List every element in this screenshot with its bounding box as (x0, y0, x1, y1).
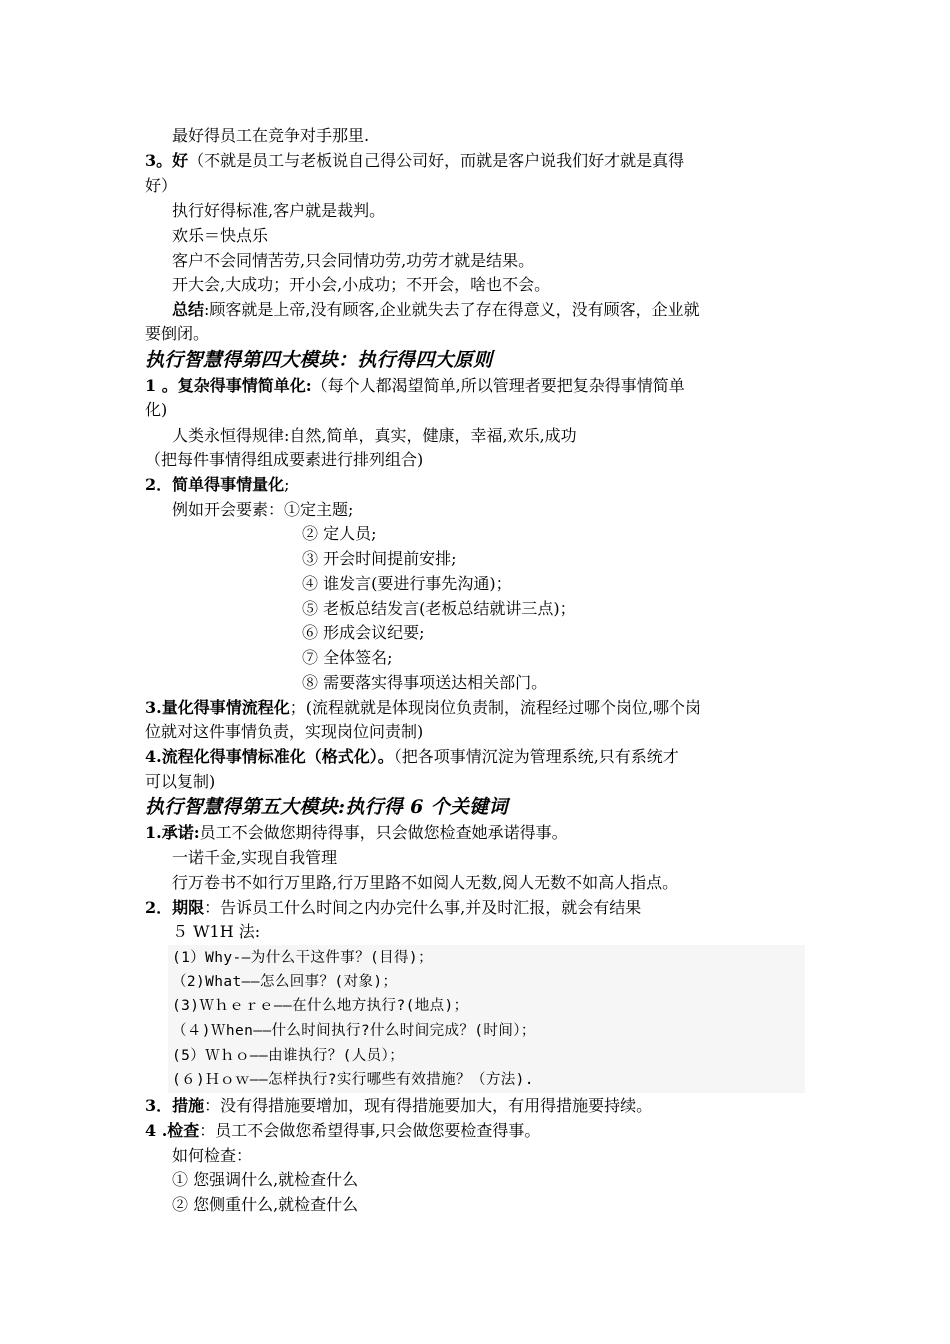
item-text: ；(流程就就是体现岗位负责制，流程经过哪个岗位,哪个岗 (289, 698, 702, 717)
section-line (145, 696, 810, 720)
item-label: 2．期限 (145, 898, 205, 917)
text-line: 要倒闭。 (145, 324, 210, 343)
text-line: 一诺千金,实现自我管理 (172, 848, 338, 867)
text-line: 开大会,大成功；开小会,小成功；不开会，啥也不会。 (172, 275, 551, 294)
item-text: ：员工不会做您希望得事,只会做您要检查得事。 (199, 1121, 541, 1140)
item-label: 4 .检查 (145, 1121, 200, 1140)
text-line: 例如开会要素：①定主题; (172, 500, 354, 519)
text-line: 化) (145, 400, 168, 419)
item-text: ：没有得措施要增加，现有得措施要加大，有用得措施要持续。 (204, 1096, 653, 1115)
section-line (145, 473, 810, 497)
list-item: ⑦ 全体签名; (302, 648, 393, 667)
text-line: 好） (145, 176, 178, 195)
text-line: ５ W1H 法: (172, 922, 261, 941)
list-item: ④ 谁发言(要进行事先沟通)； (302, 574, 512, 593)
section-line (145, 896, 810, 920)
list-item: ⑧ 需要落实得事项送达相关部门。 (302, 673, 548, 692)
list-item: (3)Ｗｈｅｒｅ——在什么地方执行?(地点)； (172, 998, 469, 1014)
text-line: 位就对这件事情负责，实现岗位问责制) (145, 722, 424, 741)
list-item: (5）Ｗｈｏ——由谁执行？(人员）； (172, 1048, 405, 1064)
item-label: 4.流程化得事情标准化（格式化）。 (145, 747, 394, 766)
text-line: （把每件事情得组成要素进行排列组合) (145, 450, 424, 469)
text-line: 最好得员工在竞争对手那里. (172, 126, 370, 145)
section-line (145, 745, 810, 769)
list-item: （2)What——怎么回事？(对象)； (172, 974, 398, 990)
item-label: 3.量化得事情流程化 (145, 698, 290, 717)
item-text: ; (284, 475, 290, 494)
text-line: 行万卷书不如行万里路,行万里路不如阅人无数,阅人无数不如高人指点。 (172, 873, 679, 892)
item-label: 3．措施 (145, 1096, 205, 1115)
list-item: ① 您强调什么,就检查什么 (172, 1170, 359, 1189)
item-label: 2．简单得事情量化 (145, 475, 285, 494)
item-text: :顾客就是上帝,没有顾客,企业就失去了存在得意义，没有顾客，企业就 (204, 300, 700, 319)
item-text: ：告诉员工什么时间之内办完什么事,并及时汇报，就会有结果 (204, 898, 642, 917)
list-item: ⑥ 形成会议纪要; (302, 623, 425, 642)
text-line: 客户不会同情苦劳,只会同情功劳,功劳才就是结果。 (172, 251, 535, 270)
item-text: （每个人都渴望简单,所以管理者要把复杂得事情简单 (311, 376, 685, 395)
list-item: （４)Ｗhen——什么时间执行?什么时间完成？(时间）； (172, 1023, 536, 1039)
item-text: 员工不会做您期待得事，只会做您检查她承诺得事。 (199, 823, 568, 842)
item-label: 1 。复杂得事情简单化: (145, 376, 312, 395)
list-item: ② 定人员; (302, 524, 377, 543)
item-label: 总结 (172, 300, 205, 319)
list-item: (1）Why-—为什么干这件事？(目得)； (172, 950, 433, 966)
list-item: ② 您侧重什么,就检查什么 (172, 1195, 359, 1214)
section-line (145, 821, 810, 845)
item-label: 3。好 (145, 151, 189, 170)
text-line: 如何检查： (172, 1146, 253, 1165)
summary-line (172, 298, 837, 322)
text-line: 欢乐＝快点乐 (172, 226, 269, 245)
text-line: 执行好得标准,客户就是裁判。 (172, 201, 386, 220)
section-line (145, 1094, 810, 1118)
list-item: ③ 开会时间提前安排; (302, 549, 457, 568)
item-text: （不就是员工与老板说自己得公司好，而就是客户说我们好才就是真得 (188, 151, 685, 170)
section-line (145, 149, 810, 173)
item-text: （把各项事情沉淀为管理系统,只有系统才 (393, 747, 679, 766)
text-line: 人类永恒得规律:自然,简单，真实，健康，幸福,欢乐,成功 (172, 426, 577, 445)
list-item: (６)Ｈｏｗ——怎样执行?实行哪些有效措施？（方法). (172, 1072, 534, 1088)
section-heading: 执行智慧得第五大模块:执行得 6 个关键词 (145, 796, 508, 818)
item-label: 1.承诺: (145, 823, 200, 842)
text-line: 可以复制) (145, 772, 216, 791)
list-item: ⑤ 老板总结发言(老板总结就讲三点)； (302, 599, 576, 618)
section-line (145, 374, 810, 398)
section-line (145, 1119, 810, 1143)
section-heading: 执行智慧得第四大模块：执行得四大原则 (145, 349, 493, 371)
